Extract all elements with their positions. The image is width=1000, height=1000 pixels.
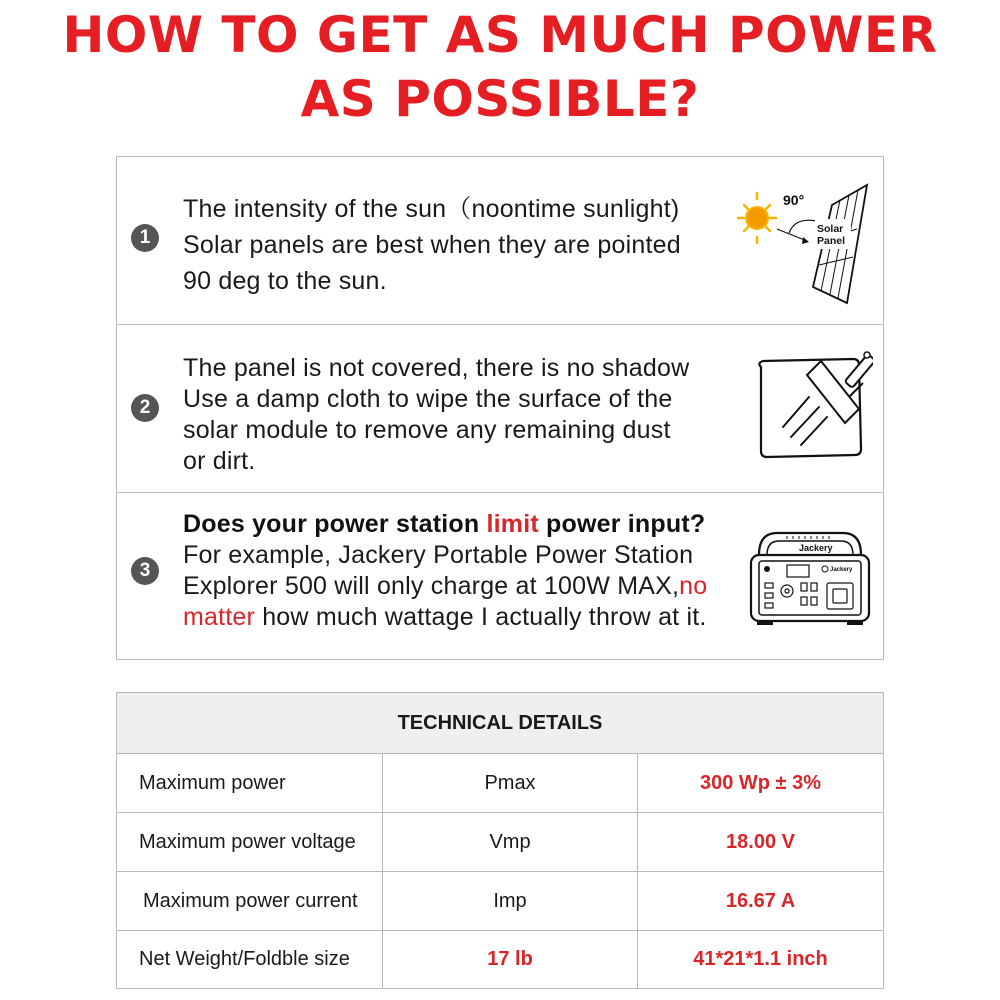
display: [787, 565, 809, 577]
row-value: 41*21*1.1 inch: [693, 948, 828, 970]
arrow-head: [802, 237, 809, 244]
tip-1-line-3: 90 deg to the sun.: [183, 267, 387, 295]
tip-2-text: [183, 353, 743, 477]
tip-number-badge: 1: [131, 224, 159, 252]
table-row: [117, 754, 883, 813]
tip-3: [117, 493, 883, 659]
panel-brand-label: Jackery: [830, 567, 853, 573]
wiper-cleaning-icon: [749, 345, 873, 469]
tip-3-line-1: For example, Jackery Portable Power Station: [183, 541, 694, 569]
sun-line: [777, 229, 807, 241]
tip-1-line-2: Solar panels are best when they are pointed: [183, 231, 681, 259]
row-label: Net Weight/Foldble size: [117, 931, 383, 988]
vent-slots: [787, 536, 829, 539]
row-label: Maximum power current: [117, 872, 383, 930]
tip-1: [117, 157, 883, 325]
tip-3-question: [183, 509, 748, 540]
question-text: Does your power station: [183, 510, 487, 538]
sun-icon: [746, 207, 768, 229]
tip-3-line-2-text: Explorer 500 will only charge at 100W MAX,: [183, 572, 680, 600]
tip-number-badge: 3: [131, 557, 159, 585]
table-title: TECHNICAL DETAILS: [117, 693, 883, 754]
row-symbol: Pmax: [383, 754, 638, 812]
tip-3-line-3-text: how much wattage I actually throw at it.: [255, 603, 707, 631]
headline-line-2: AS POSSIBLE?: [300, 70, 700, 128]
tip-3-text: [183, 509, 748, 633]
tip-3-line-3: [183, 602, 748, 633]
tip-2-line-2: Use a damp cloth to wipe the surface of the: [183, 385, 673, 413]
tip-2-line-3: solar module to remove any remaining dust: [183, 416, 671, 444]
power-button-icon: [764, 566, 770, 572]
panel-label-2: Panel: [817, 235, 846, 247]
table-row: [117, 813, 883, 872]
tip-1-line-1: The intensity of the sun（noontime sunlight): [183, 195, 680, 223]
row-value: 18.00 V: [726, 830, 795, 853]
row-weight: 17 lb: [383, 931, 638, 988]
sun-and-panel-icon: [737, 177, 877, 307]
angle-label: 90°: [783, 192, 805, 208]
power-station-icon: [747, 525, 873, 627]
brand-label: Jackery: [799, 543, 833, 553]
angle-arc: [789, 220, 817, 233]
tip-3-line-2: [183, 571, 748, 602]
table-row: [117, 872, 883, 931]
headline-line-1: HOW TO GET AS MUCH POWER: [62, 6, 938, 64]
row-symbol: Vmp: [383, 813, 638, 871]
tip-2: [117, 325, 883, 493]
foot: [757, 621, 773, 625]
technical-details-table: [116, 692, 884, 989]
row-label: Maximum power voltage: [117, 813, 383, 871]
question-text-end: power input?: [538, 510, 706, 538]
tip-1-text: [183, 191, 743, 299]
foot: [847, 621, 863, 625]
row-value: 300 Wp ± 3%: [699, 771, 821, 794]
question-highlight: limit: [486, 510, 539, 538]
row-symbol: Imp: [383, 872, 638, 930]
tip-2-line-4: or dirt.: [183, 447, 256, 475]
panel-label-1: Solar: [817, 223, 844, 235]
tip-2-line-1: The panel is not covered, there is no shadow: [183, 354, 690, 382]
row-value: 16.67 A: [725, 889, 796, 912]
row-label: Maximum power: [117, 754, 383, 812]
tip-3-highlight-matter: matter: [183, 603, 256, 631]
tip-number-badge: 2: [131, 394, 159, 422]
tip-3-highlight-no: no: [679, 572, 708, 600]
table-row: [117, 931, 883, 988]
tips-box: [116, 156, 884, 660]
